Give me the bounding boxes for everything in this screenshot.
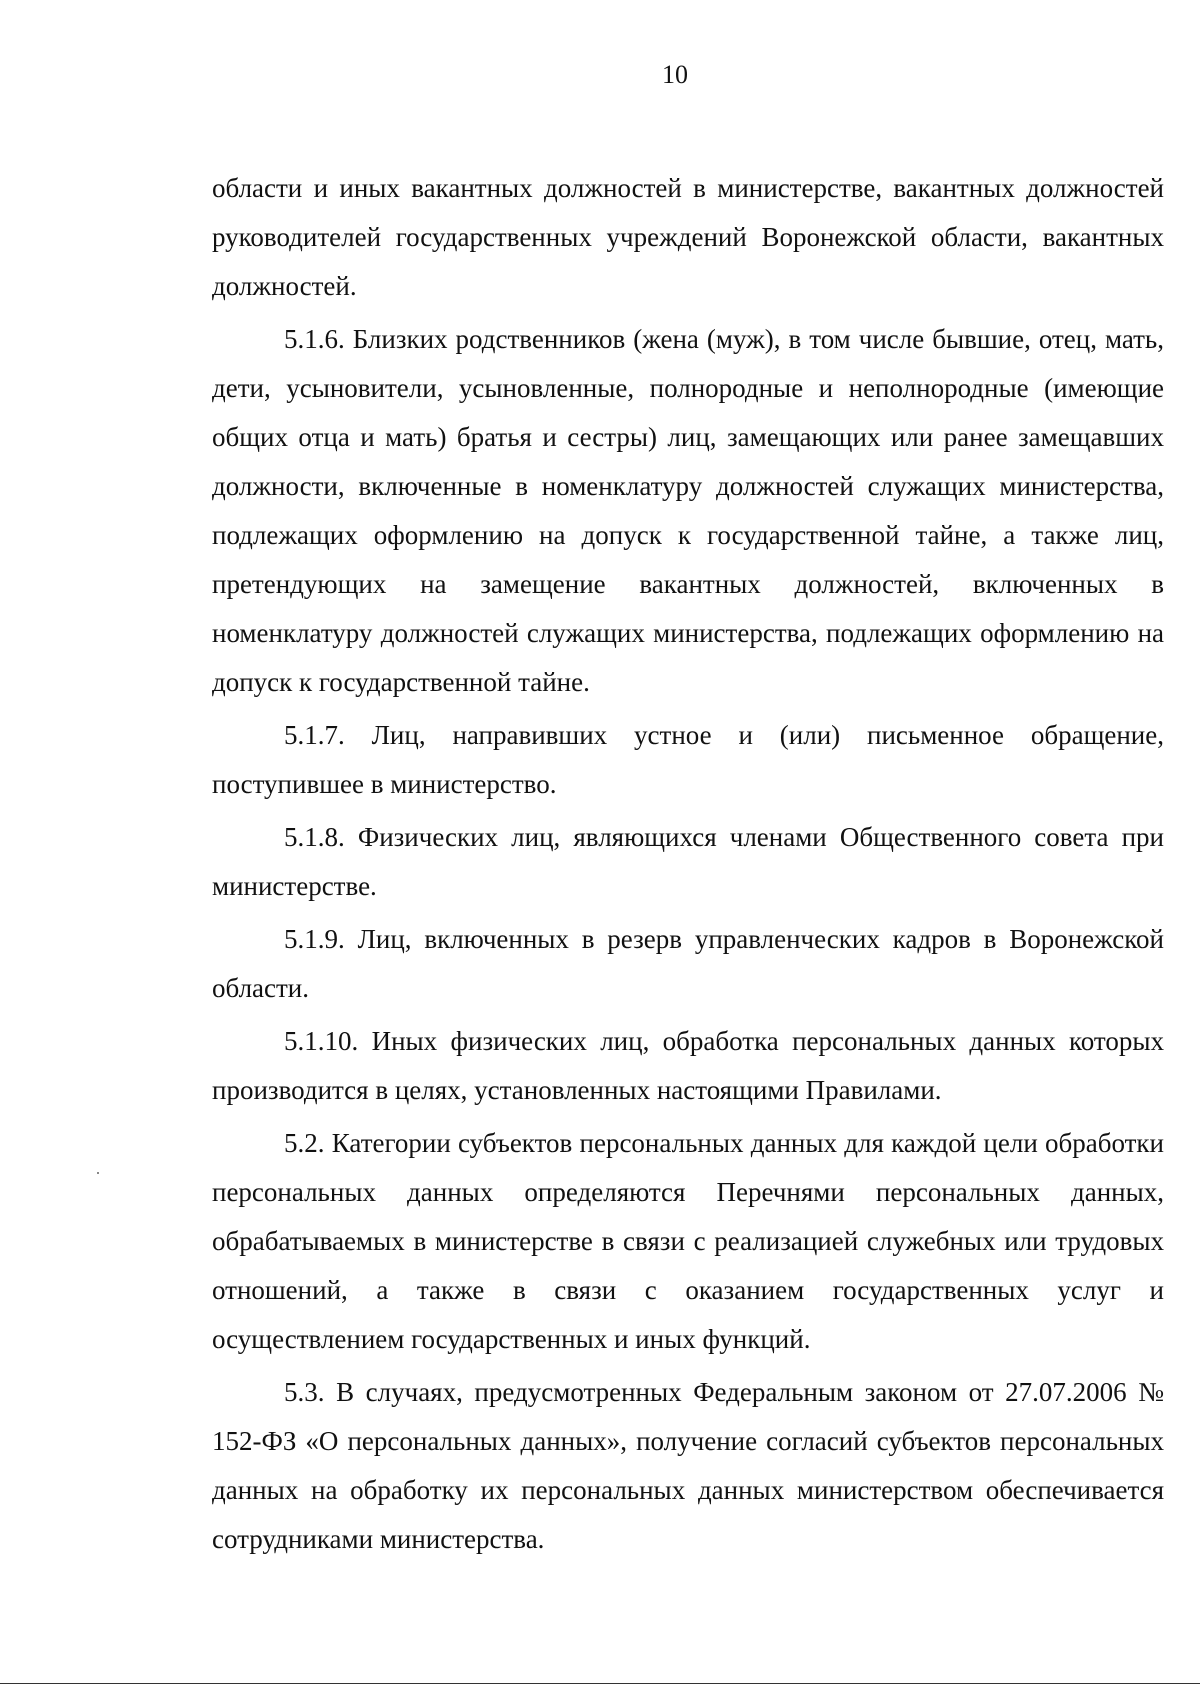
paragraph-5-1-6: 5.1.6. Близких родственников (жена (муж), в том числе бывшие, отец, мать, дети, усыновители, усыновленные, полнородные и неполнородные (имеющие общих отца и мать) братья и сестры) лиц, замещающих или ранее замещавших должности, включенные в номенклатуру должностей служащих министерства, подлежащих оформлению на допуск к государственной тайне, а также лиц, претендующих на замещение вакантных должностей, включенных в номенклатуру должностей служащих министерства, подлежащих оформлению на допуск к государственной тайне.: [212, 324, 1164, 697]
paragraph-5-3: 5.3. В случаях, предусмотренных Федеральным законом от 27.07.2006 № 152-ФЗ «О персональных данных», получение согласий субъектов персональных данных на обработку их персональных данных министерством обеспечивается сотрудниками министерства.: [212, 1377, 1164, 1554]
paragraph-5-1-7: 5.1.7. Лиц, направивших устное и (или) письменное обращение, поступившее в министерство.: [212, 720, 1164, 799]
paragraph-5-1-8: 5.1.8. Физических лиц, являющихся членами Общественного совета при министерстве.: [212, 822, 1164, 901]
paragraph-5-2: 5.2. Категории субъектов персональных данных для каждой цели обработки персональных данных определяются Перечнями персональных данных, обрабатываемых в министерстве в связи с реализацией служебных или трудовых отношений, а также в связи с оказанием государственных услуг и осуществлением государственных и иных функций.: [212, 1128, 1164, 1354]
paragraph-5-1-9: 5.1.9. Лиц, включенных в резерв управленческих кадров в Воронежской области.: [212, 924, 1164, 1003]
paragraph-continuation: области и иных вакантных должностей в министерстве, вакантных должностей руководителей государственных учреждений Воронежской области, вакантных должностей.: [212, 173, 1164, 301]
page-bottom-edge: [0, 1683, 1200, 1684]
scan-speck: [97, 1172, 99, 1174]
paragraph-5-1-10: 5.1.10. Иных физических лиц, обработка персональных данных которых производится в целях, установленных настоящими Правилами.: [212, 1026, 1164, 1105]
page-number: 10: [662, 60, 688, 89]
document-body: [212, 164, 1164, 1568]
